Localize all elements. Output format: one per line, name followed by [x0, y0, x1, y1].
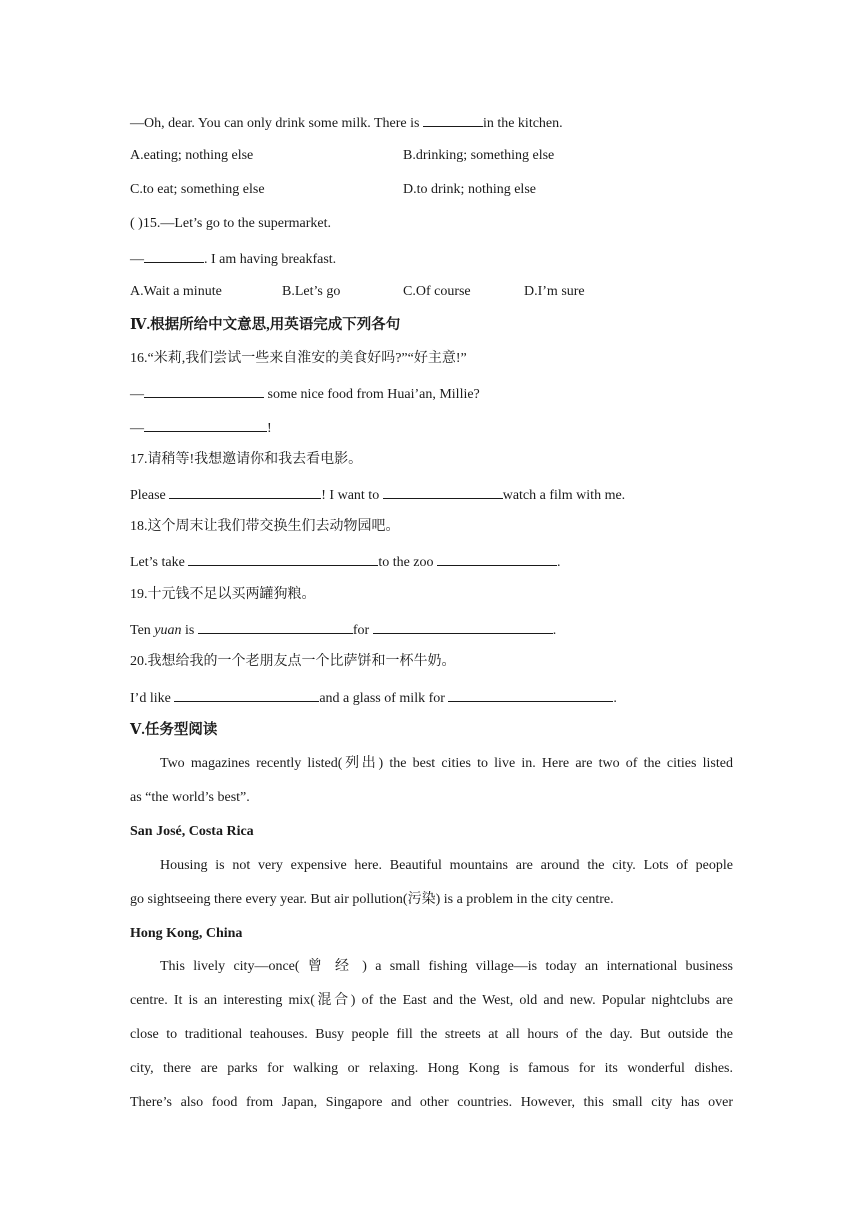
- q20-part-3: .: [613, 691, 617, 706]
- q17-chinese: 17.请稍等!我想邀请你和我去看电影。: [130, 452, 363, 467]
- q16-blank-1[interactable]: [144, 384, 264, 398]
- city-2-heading: Hong Kong, China: [130, 926, 243, 941]
- q14-option-d: D.to drink; nothing else: [403, 182, 536, 197]
- q19-blank-1[interactable]: [198, 620, 353, 634]
- q16-line-2-suffix: !: [267, 421, 272, 436]
- q15-option-a: A.Wait a minute: [130, 284, 222, 299]
- q16-dash-1: —: [130, 387, 144, 402]
- q15-answer-blank[interactable]: [144, 249, 204, 263]
- q15-options-row: [130, 283, 585, 301]
- city-2-line-5: There’s also food from Japan, Singapore and other countries. However, this small city has over: [130, 1095, 733, 1110]
- city-2-line-1: This lively city—once( 曾 经 ) a small fishing village—is today an international business: [160, 959, 733, 974]
- q14-dialog-line: [130, 113, 563, 133]
- intro-line-1: Two magazines recently listed(列出) the best cities to live in. Here are two of the cities listed: [160, 756, 733, 771]
- city-1-heading: San José, Costa Rica: [130, 824, 254, 839]
- q16-dash-2: —: [130, 421, 144, 436]
- q14-option-a: A.eating; nothing else: [130, 148, 254, 163]
- q15-option-d: D.I’m sure: [524, 284, 585, 299]
- q14-options-row-2: [130, 181, 536, 199]
- city-1-line-1: Housing is not very expensive here. Beautiful mountains are around the city. Lots of people: [160, 858, 733, 873]
- q17-part-3: watch a film with me.: [502, 488, 626, 503]
- intro-line-2: as “the world’s best”.: [130, 790, 250, 805]
- q14-answer-blank[interactable]: [423, 113, 483, 127]
- q17-blank-2[interactable]: [383, 485, 503, 499]
- q15-reply-line: [130, 249, 336, 269]
- q20-part-1: I’d like: [130, 691, 175, 706]
- q16-chinese: 16.“米莉,我们尝试一些来自淮安的美食好吗?”“好主意!”: [130, 351, 467, 366]
- q16-line-1-suffix: some nice food from Huai’an, Millie?: [264, 387, 480, 402]
- q20-english-line: [130, 688, 617, 708]
- q14-dialog-suffix: in the kitchen.: [482, 116, 563, 131]
- q20-blank-2[interactable]: [448, 688, 613, 702]
- q19-blank-2[interactable]: [373, 620, 553, 634]
- q14-options-row-1: [130, 147, 554, 165]
- q19-english-line: [130, 620, 556, 640]
- q20-part-2: and a glass of milk for: [319, 691, 449, 706]
- q18-blank-1[interactable]: [188, 552, 378, 566]
- q18-part-3: .: [557, 555, 561, 570]
- q18-part-1: Let’s take: [130, 555, 189, 570]
- city-1-line-2: go sightseeing there every year. But air pollution(污染) is a problem in the city centre.: [130, 892, 614, 907]
- q17-english-line: [130, 485, 625, 505]
- city-2-line-4: city, there are parks for walking or relaxing. Hong Kong is famous for its wonderful dishes.: [130, 1061, 733, 1076]
- q19-part-4: .: [552, 623, 557, 638]
- q19-chinese: 19.十元钱不足以买两罐狗粮。: [130, 587, 316, 602]
- q15-option-b: B.Let’s go: [282, 284, 341, 299]
- q19-part-2: is: [181, 623, 198, 638]
- q20-blank-1[interactable]: [174, 688, 319, 702]
- q19-part-1: Ten: [130, 623, 155, 638]
- q16-blank-2[interactable]: [144, 418, 267, 432]
- q14-option-c: C.to eat; something else: [130, 182, 265, 197]
- q15-stem: ( )15.—Let’s go to the supermarket.: [130, 216, 332, 231]
- q17-part-2: ! I want to: [321, 488, 383, 503]
- q15-dash: —: [130, 252, 144, 267]
- q18-chinese: 18.这个周末让我们带交换生们去动物园吧。: [130, 519, 400, 534]
- q16-line-1: [130, 384, 480, 404]
- q17-part-1: Please: [130, 488, 170, 503]
- q14-dialog-prefix: —Oh, dear. You can only drink some milk. There is: [130, 116, 423, 131]
- q14-option-b: B.drinking; something else: [403, 148, 555, 163]
- q18-part-2: to the zoo: [378, 555, 438, 570]
- q18-english-line: [130, 552, 561, 572]
- q16-line-2: [130, 418, 272, 438]
- q20-chinese: 20.我想给我的一个老朋友点一个比萨饼和一杯牛奶。: [130, 654, 456, 669]
- q18-blank-2[interactable]: [437, 552, 557, 566]
- q19-part-3: for: [352, 623, 373, 638]
- q15-option-c: C.Of course: [403, 284, 471, 299]
- city-2-line-2: centre. It is an interesting mix(混合) of the East and the West, old and new. Popular nightclubs are: [130, 993, 733, 1008]
- section-4-title: Ⅳ.根据所给中文意思,用英语完成下列各句: [130, 317, 401, 333]
- q17-blank-1[interactable]: [169, 485, 321, 499]
- section-5-title: Ⅴ.任务型阅读: [130, 722, 218, 738]
- q19-yuan: yuan: [154, 623, 182, 638]
- city-2-line-3: close to traditional teahouses. Busy people fill the streets at all hours of the day. But outside the: [130, 1027, 733, 1042]
- q15-reply-text: . I am having breakfast.: [204, 252, 337, 267]
